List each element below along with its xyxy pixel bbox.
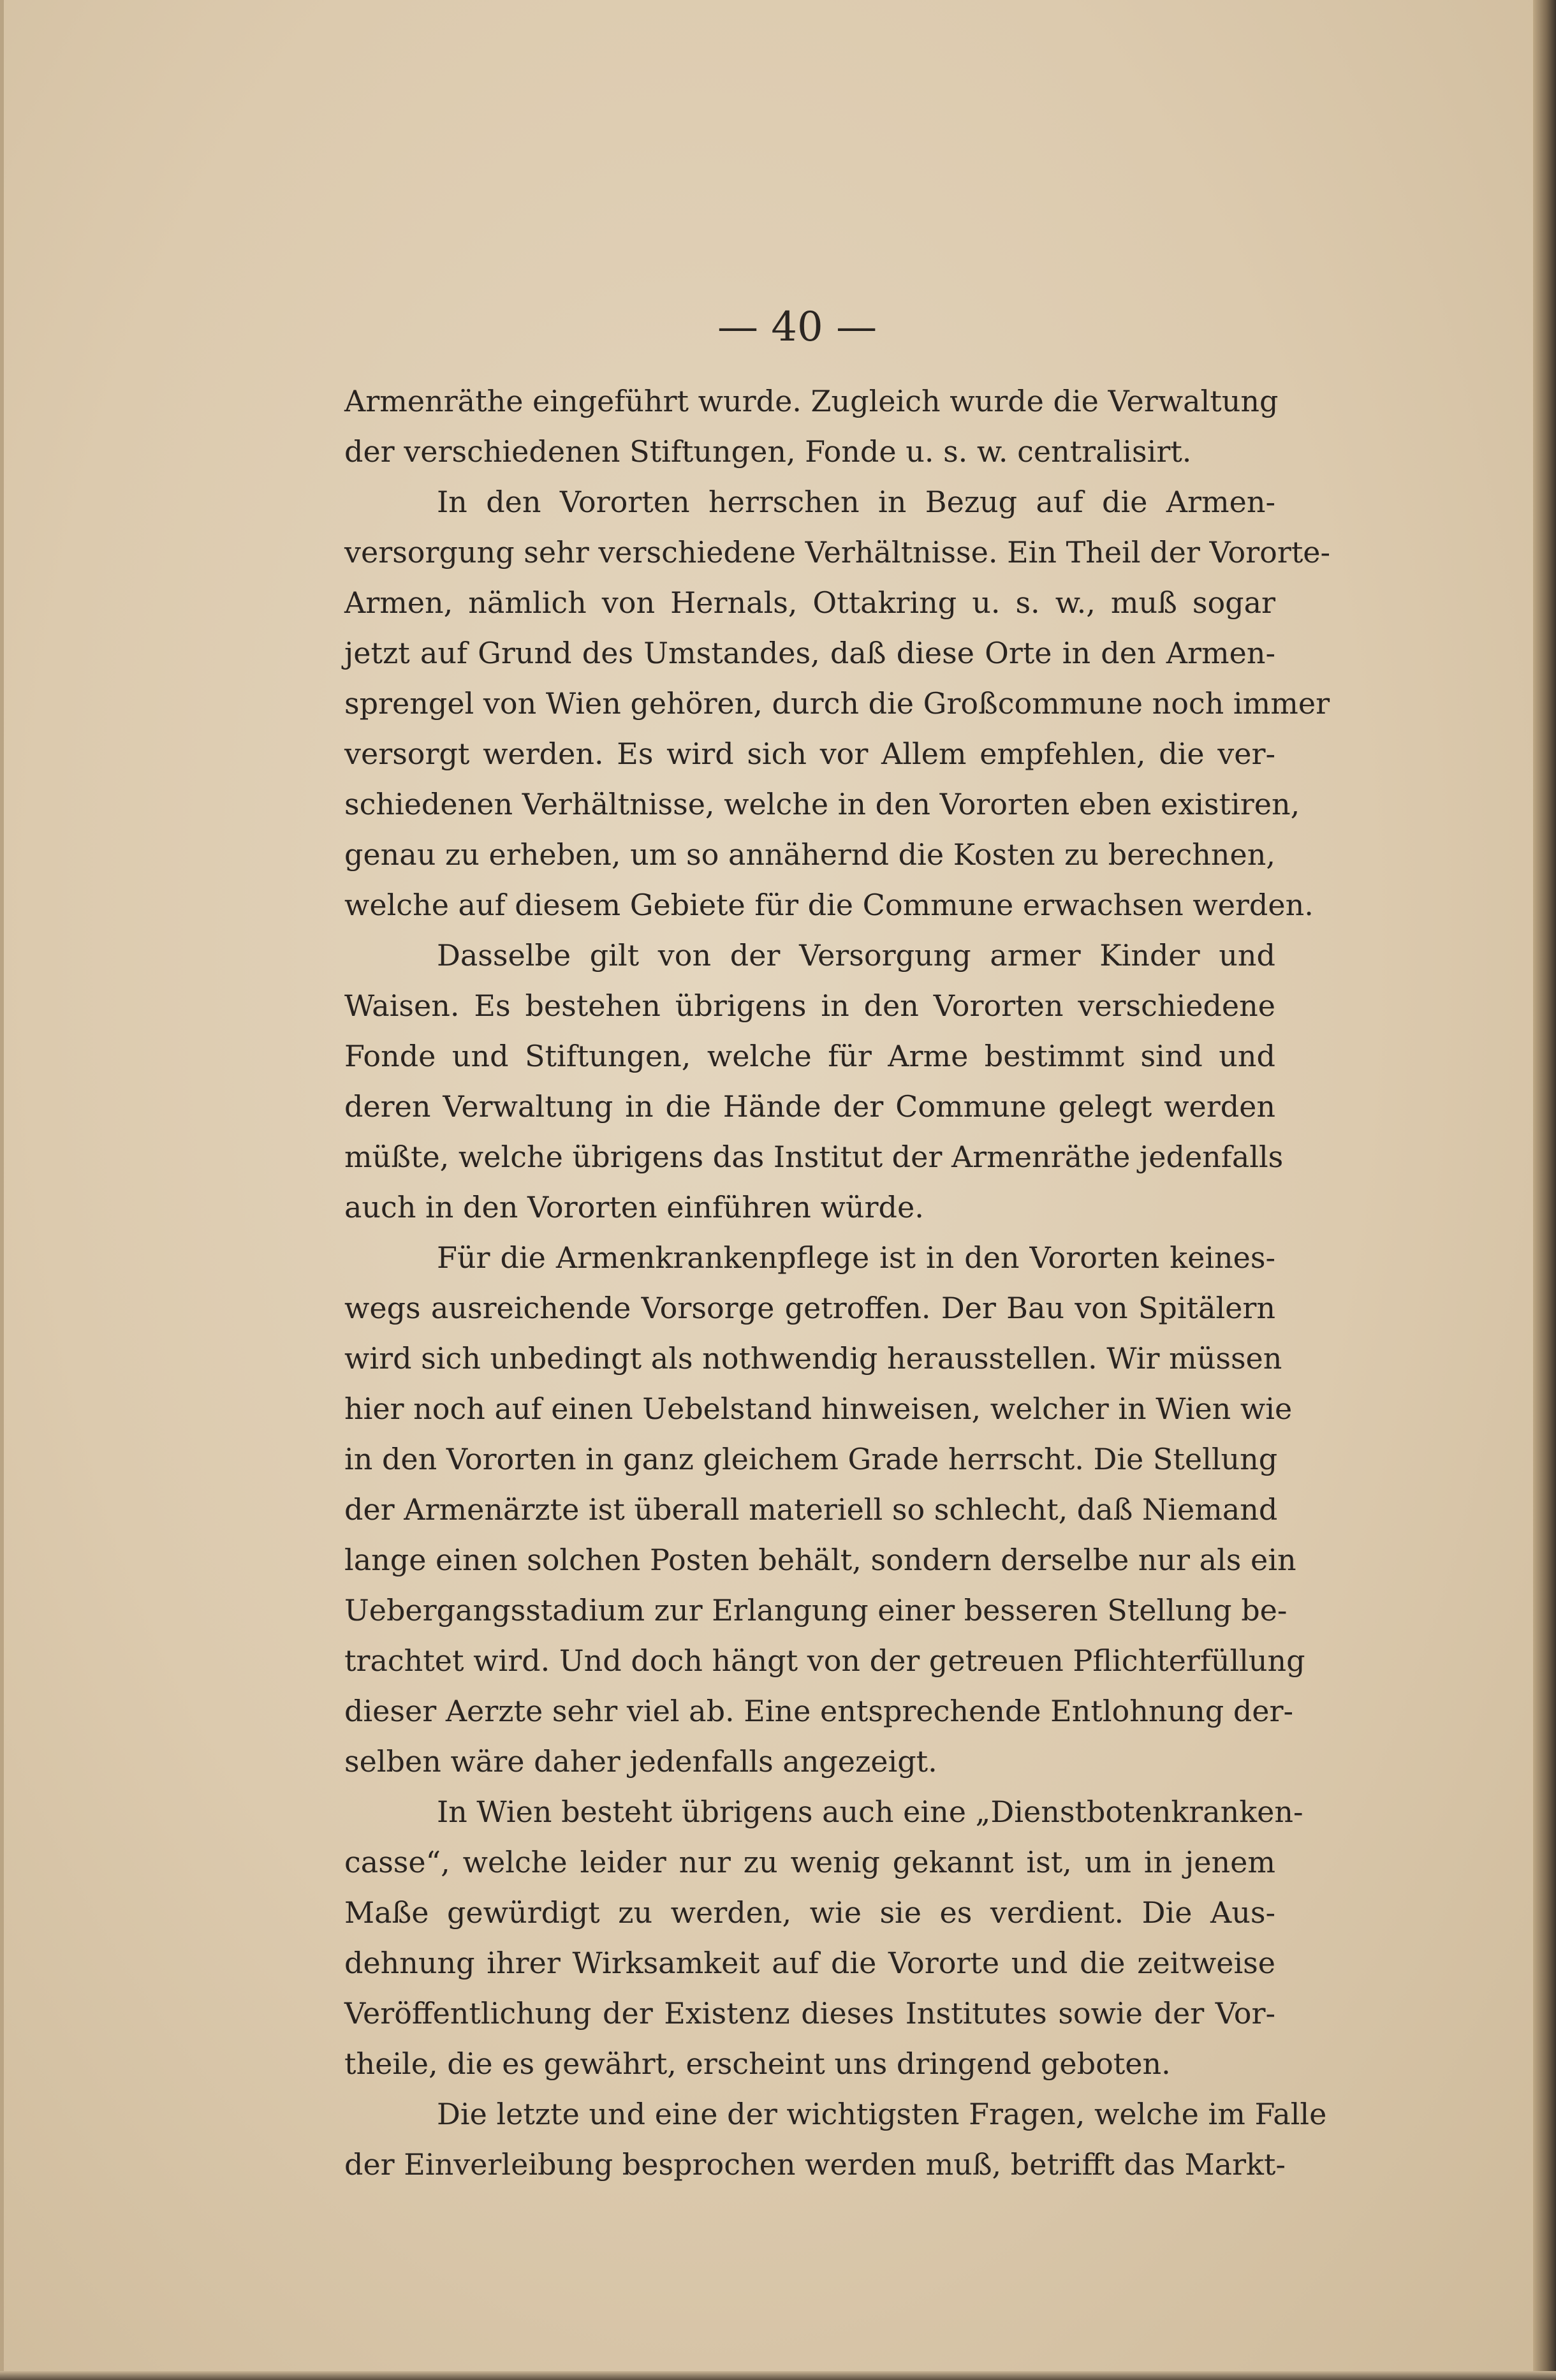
text-line: trachtet wird. Und doch hängt von der getreuen Pflichterfüllung	[344, 1643, 1305, 1678]
text-line: Dasselbe gilt von der Versorgung armer Kinder und	[437, 938, 1275, 973]
text-line: dehnung ihrer Wirksamkeit auf die Vororte und die zeitweise	[344, 1946, 1275, 1980]
text-line: jetzt auf Grund des Umstandes, daß diese Orte in den Armen-	[344, 636, 1275, 670]
text-line: Die letzte und eine der wichtigsten Fragen, welche im Falle	[437, 2097, 1327, 2131]
text-line: lange einen solchen Posten behält, sondern derselbe nur als ein	[344, 1543, 1296, 1577]
text-line: wegs ausreichende Vorsorge getroffen. Der Bau von Spitälern	[344, 1291, 1275, 1325]
text-line: In den Vororten herrschen in Bezug auf die Armen-	[437, 485, 1275, 519]
text-line: casse“, welche leider nur zu wenig gekannt ist, um in jenem	[344, 1845, 1275, 1879]
text-line: Veröffentlichung der Existenz dieses Institutes sowie der Vor-	[344, 1996, 1275, 2031]
text-line: genau zu erheben, um so annähernd die Kosten zu berechnen,	[344, 837, 1275, 872]
text-line: der Einverleibung besprochen werden muß, betrifft das Markt-	[344, 2147, 1286, 2182]
text-line: Maße gewürdigt zu werden, wie sie es verdient. Die Aus-	[344, 1895, 1275, 1930]
text-line: dieser Aerzte sehr viel ab. Eine entsprechende Entlohnung der-	[344, 1694, 1294, 1728]
page-left-edge	[0, 0, 4, 2380]
text-line: Armen, nämlich von Hernals, Ottakring u. s. w., muß sogar	[344, 585, 1275, 620]
text-line: hier noch auf einen Uebelstand hinweisen, welcher in Wien wie	[344, 1392, 1293, 1426]
text-line: Fonde und Stiftungen, welche für Arme bestimmt sind und	[344, 1039, 1275, 1073]
text-line: müßte, welche übrigens das Institut der Armenräthe jedenfalls	[344, 1140, 1284, 1174]
text-line: Uebergangsstadium zur Erlangung einer besseren Stellung be-	[344, 1593, 1288, 1627]
text-line: versorgung sehr verschiedene Verhältnisse. Ein Theil der Vororte-	[344, 535, 1331, 569]
text-line: der verschiedenen Stiftungen, Fonde u. s. w. centralisirt.	[344, 434, 1192, 469]
text-line: sprengel von Wien gehören, durch die Großcommune noch immer	[344, 686, 1330, 721]
body-text	[344, 376, 1331, 2190]
page-right-edge	[1533, 0, 1556, 2380]
text-line: Für die Armenkrankenpflege ist in den Vororten keines-	[437, 1240, 1275, 1275]
text-line: Waisen. Es bestehen übrigens in den Vororten verschiedene	[344, 988, 1275, 1023]
text-line: In Wien besteht übrigens auch eine „Dienstbotenkranken-	[437, 1795, 1303, 1829]
text-line: der Armenärzte ist überall materiell so schlecht, daß Niemand	[344, 1492, 1278, 1527]
text-line: deren Verwaltung in die Hände der Commune gelegt werden	[344, 1089, 1275, 1124]
text-line: in den Vororten in ganz gleichem Grade herrscht. Die Stellung	[344, 1442, 1278, 1476]
text-line: auch in den Vororten einführen würde.	[344, 1190, 924, 1224]
text-line: welche auf diesem Gebiete für die Commune erwachsen werden.	[344, 888, 1314, 922]
page-number: — 40 —	[717, 304, 877, 351]
text-line: schiedenen Verhältnisse, welche in den Vororten eben existiren,	[344, 787, 1300, 821]
text-line: versorgt werden. Es wird sich vor Allem empfehlen, die ver-	[344, 737, 1275, 771]
text-line: Armenräthe eingeführt wurde. Zugleich wurde die Verwaltung	[344, 384, 1279, 418]
text-line: wird sich unbedingt als nothwendig herausstellen. Wir müssen	[344, 1341, 1282, 1376]
text-line: theile, die es gewährt, erscheint uns dringend geboten.	[344, 2046, 1171, 2081]
text-line: selben wäre daher jedenfalls angezeigt.	[344, 1744, 937, 1779]
page-bottom-edge	[0, 2371, 1556, 2380]
